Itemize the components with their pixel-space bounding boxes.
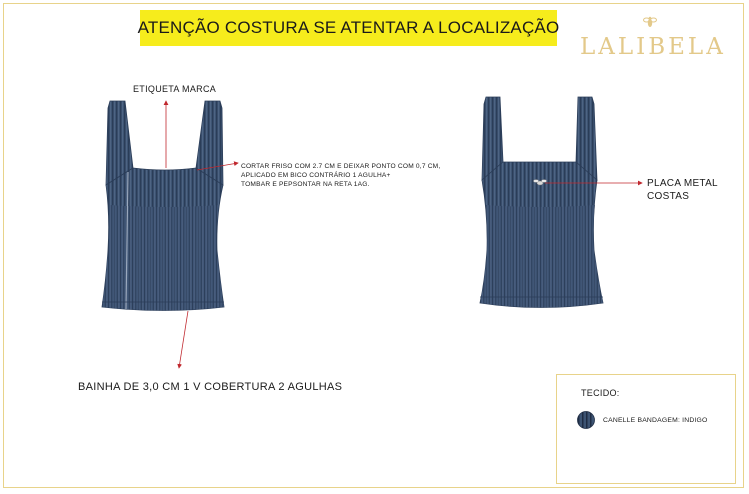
placa-line: COSTAS [647,191,690,202]
placa-label [647,177,718,203]
fabric-swatch-icon [577,411,595,429]
back-tank-top [480,97,603,308]
cortar-instructions [241,162,440,189]
cortar-line: TOMBAR E PEPSONTAR NA RETA 1AG. [241,181,370,188]
placa-line: PLACA METAL [647,178,718,189]
tecido-title: TECIDO: [581,388,620,398]
back-lower-panel [480,205,603,308]
logo-text: LALIBELA [580,34,726,60]
cortar-line: APLICADO EM BICO CONTRÁRIO 1 AGULHA+ [241,172,391,179]
fabric-name: CANELLE BANDAGEM: INDIGO [603,417,708,424]
title-text: ATENÇÃO COSTURA SE ATENTAR A LOCALIZAÇÃO [137,18,560,37]
cortar-line: CORTAR FRISO COM 2.7 CM E DEIXAR PONTO COM 0,7 CM, [241,163,441,170]
etiqueta-label: ETIQUETA MARCA [133,84,217,94]
bainha-label: BAINHA DE 3,0 CM 1 V COBERTURA 2 AGULHAS [78,381,343,393]
front-lower-panel [102,205,224,311]
front-tank-top [102,101,224,311]
bainha-arrow [179,311,188,368]
tecido-box [556,374,736,484]
